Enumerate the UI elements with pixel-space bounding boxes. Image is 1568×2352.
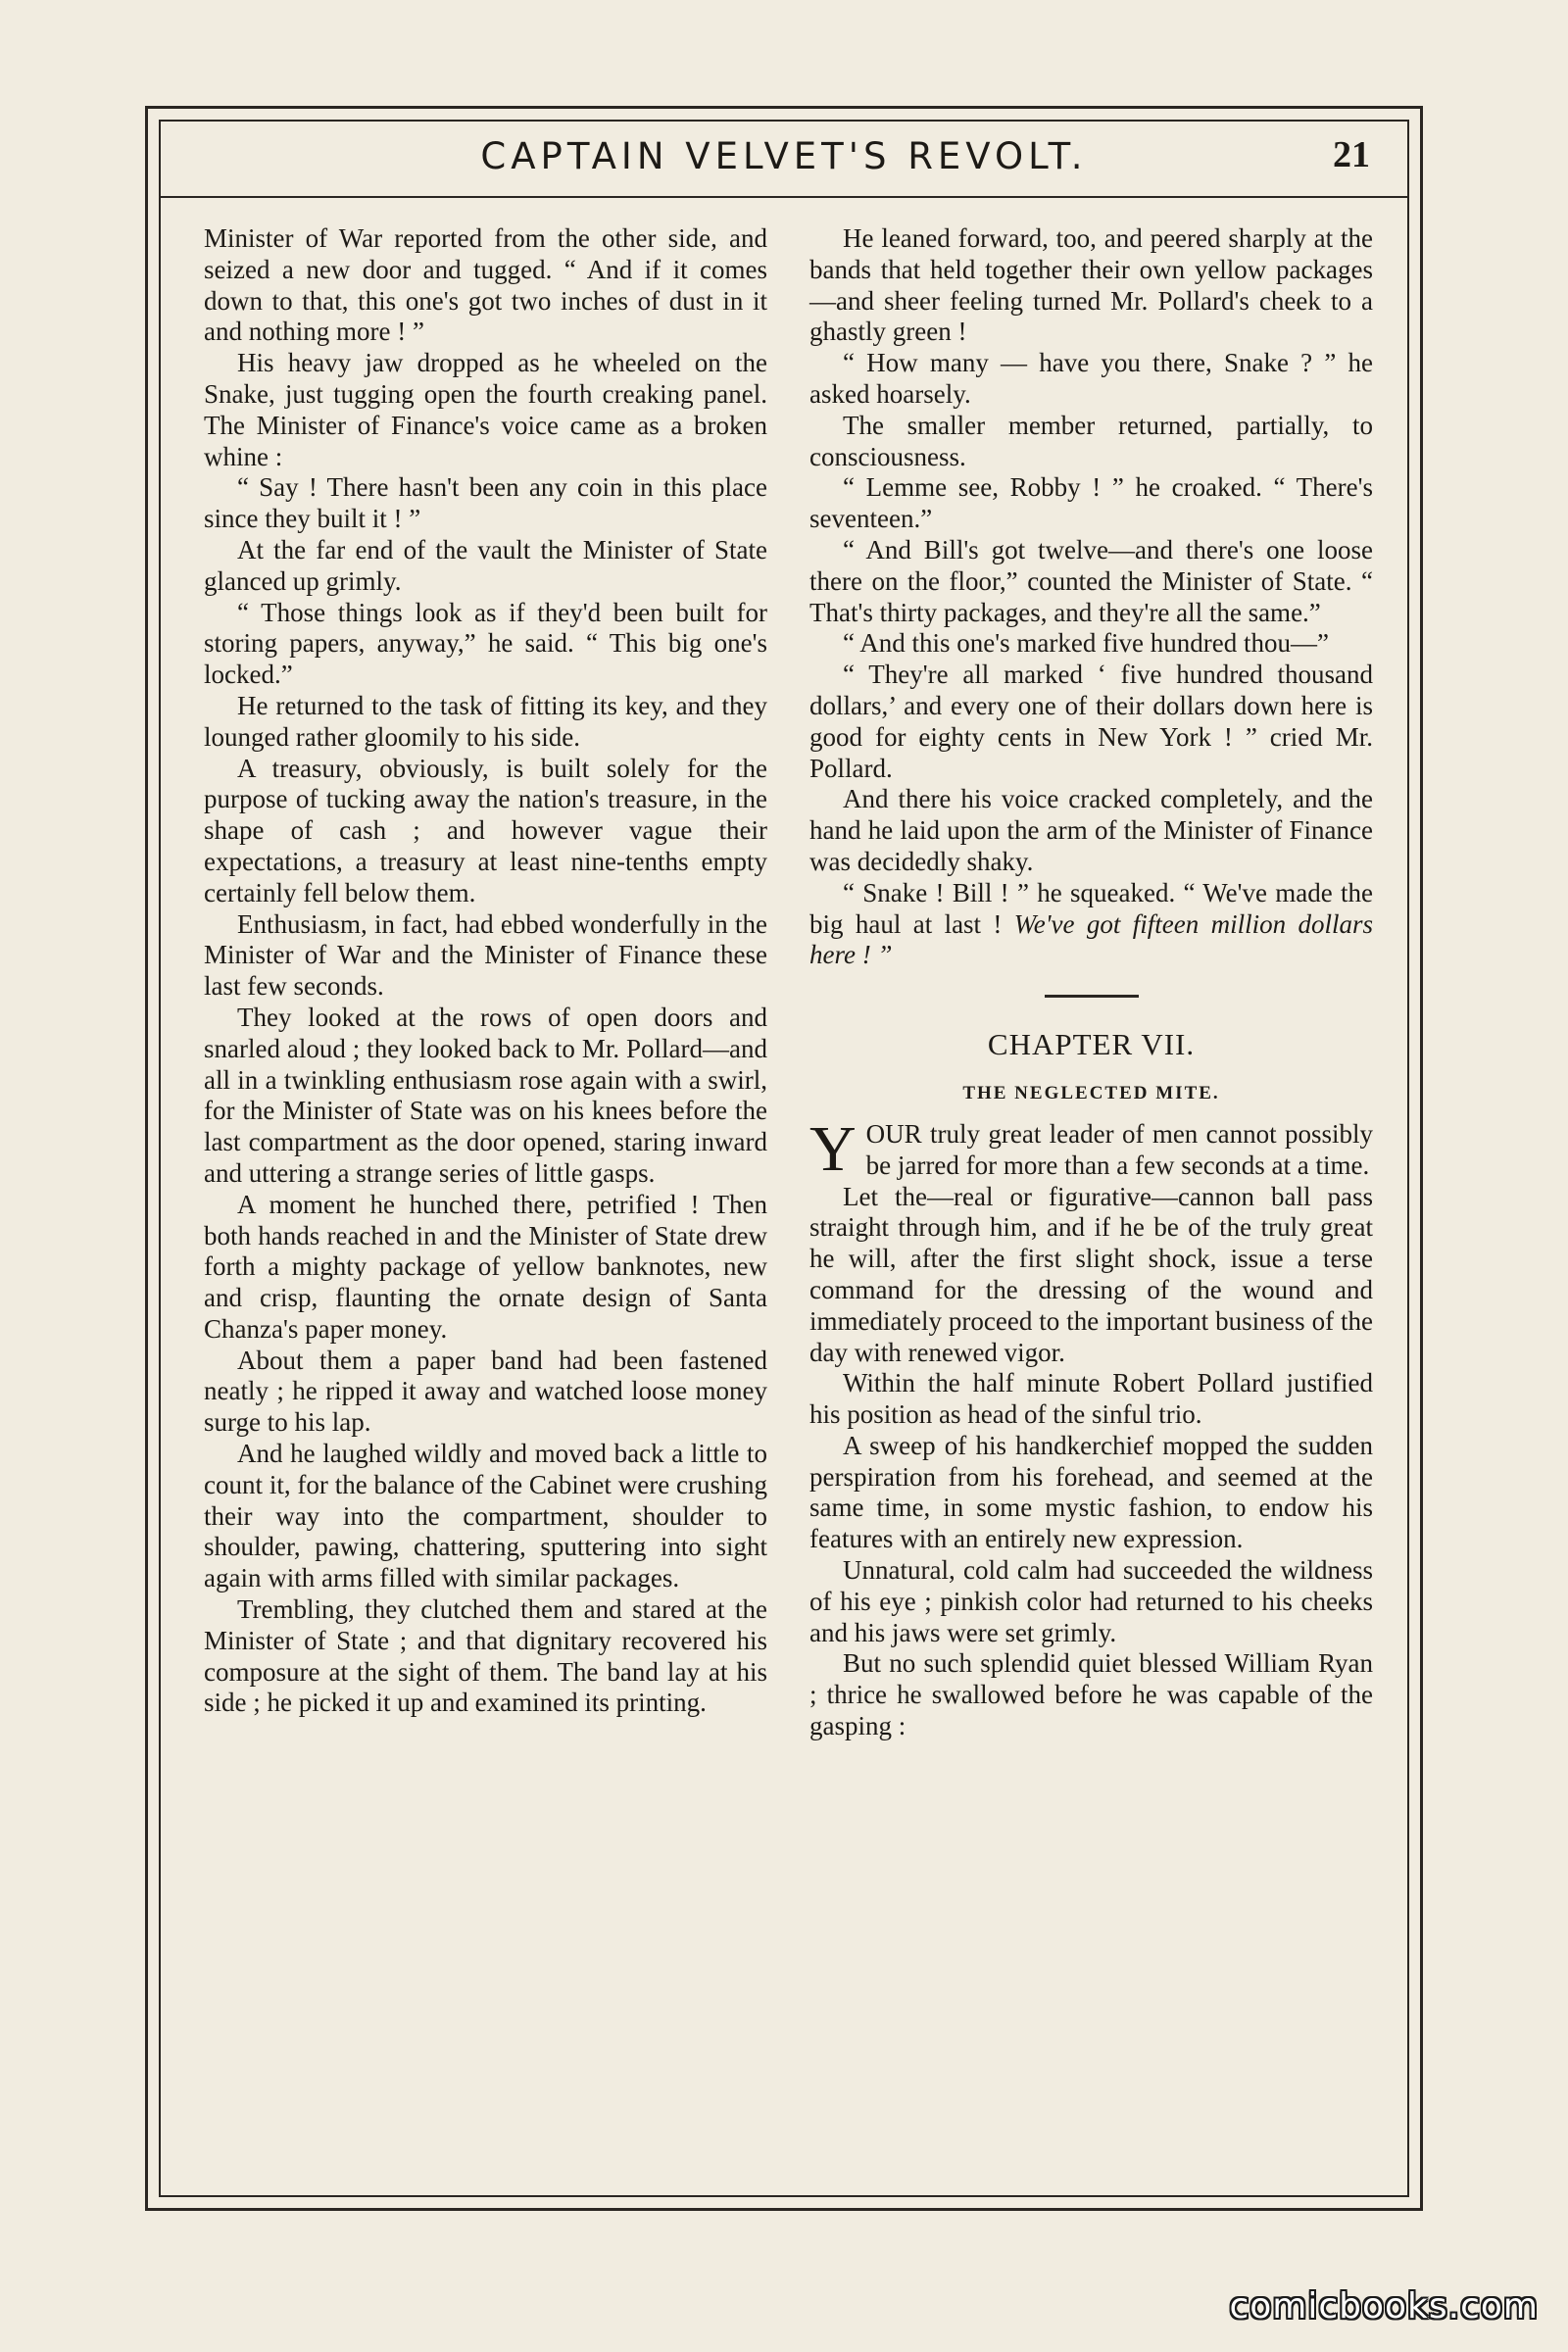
paragraph: The smaller member returned, partially, to consciousness.	[809, 410, 1373, 471]
page-number: 21	[1333, 134, 1370, 175]
chapter-opening-paragraph	[809, 1112, 1373, 1185]
left-column	[204, 223, 767, 1719]
paragraph: Let the—real or figurative—cannon ball pass straight through him, and if he be of the truly great he will, after the first slight shock, issue a terse command for the dressing of the wound and immediately proceed to the important business of the day with renewed vigor.	[809, 1181, 1373, 1367]
paragraph: “ Lemme see, Robby ! ” he croaked. “ There's seventeen.”	[809, 472, 1373, 534]
paragraph: But no such splendid quiet blessed William Ryan ; thrice he swallowed before he was capable of the gasping :	[809, 1648, 1373, 1741]
paragraph: A treasury, obviously, is built solely for the purpose of tucking away the nation's treasure, in the shape of cash ; and however vague their expectations, a treasury at least nine-tenths empty certainly fell below them.	[204, 753, 767, 907]
chapter-title: CHAPTER VII.	[987, 1027, 1196, 1062]
chapter-subtitle: THE NEGLECTED MITE.	[962, 1083, 1220, 1104]
paragraph: He leaned forward, too, and peered sharply at the bands that held together their own yellow packages—and sheer feeling turned Mr. Pollard's cheek to a ghastly green !	[809, 223, 1373, 347]
paragraph: “ Say ! There hasn't been any coin in this place since they built it ! ”	[204, 472, 767, 534]
paragraph: Enthusiasm, in fact, had ebbed wonderfully in the Minister of War and the Minister of Finance these last few seconds.	[204, 908, 767, 1002]
paragraph: Minister of War reported from the other side, and seized a new door and tugged. “ And if it comes down to that, this one's got two inches of dust in it and nothing more ! ”	[204, 223, 767, 347]
paragraph: They looked at the rows of open doors and snarled aloud ; they looked back to Mr. Pollard—and all in a twinkling enthusiasm rose again with a swirl, for the Minister of State was on his knees before the last compartment as the door opened, staring inward and uttering a strange series of little gasps.	[204, 1002, 767, 1188]
paragraph: He returned to the task of fitting its key, and they lounged rather gloomily to his side.	[204, 690, 767, 752]
exclamation-paragraph	[809, 878, 1373, 971]
paragraph: His heavy jaw dropped as he wheeled on the Snake, just tugging open the fourth creaking panel. The Minister of Finance's voice came as a broken whine :	[204, 348, 767, 471]
paragraph: A sweep of his handkerchief mopped the sudden perspiration from his forehead, and seemed at the same time, in some mystic fashion, to endow his features with an entirely new expression.	[809, 1430, 1373, 1554]
paragraph: “ And this one's marked five hundred thou—”	[843, 628, 1330, 659]
paragraph: A moment he hunched there, petrified ! Then both hands reached in and the Minister of State drew forth a mighty package of yellow banknotes, new and crisp, flaunting the ornate design of Santa Chanza's paper money.	[204, 1189, 767, 1344]
opening-text: OUR truly great leader of men cannot possibly be jarred for more than a few seconds at a time.	[865, 1118, 1373, 1180]
paragraph: “ And Bill's got twelve—and there's one loose there on the floor,” counted the Minister of State. “ That's thirty packages, and they're all the same.”	[809, 534, 1373, 627]
drop-cap: Y	[809, 1112, 857, 1185]
paragraph: Trembling, they clutched them and stared at the Minister of State ; and that dignitary recovered his composure at the sight of them. The band lay at his side ; he picked it up and examined its printing.	[204, 1594, 767, 1718]
paragraph: About them a paper band had been fastened neatly ; he ripped it away and watched loose money surge to his lap.	[204, 1345, 767, 1438]
running-title: CAPTAIN VELVET'S REVOLT.	[480, 135, 1088, 177]
running-header	[159, 120, 1409, 198]
section-rule	[1045, 995, 1139, 998]
paragraph: Unnatural, cold calm had succeeded the wildness of his eye ; pinkish color had returned to his cheeks and his jaws were set grimly.	[809, 1555, 1373, 1647]
paragraph: “ They're all marked ‘ five hundred thousand dollars,’ and every one of their dollars down here is good for eighty cents in New York ! ” cried Mr. Pollard.	[809, 660, 1373, 783]
exclamation-italic: We've got fifteen million dollars here ! ”	[809, 908, 1373, 970]
paragraph: “ How many — have you there, Snake ? ” he asked hoarsely.	[809, 348, 1373, 409]
paragraph: At the far end of the vault the Minister of State glanced up grimly.	[204, 534, 767, 596]
watermark: comicbooks.com	[1229, 2286, 1539, 2327]
paragraph: “ Those things look as if they'd been built for storing papers, anyway,” he said. “ This big one's locked.”	[204, 597, 767, 690]
paragraph: Within the half minute Robert Pollard justified his position as head of the sinful trio.	[809, 1368, 1373, 1430]
paragraph: And he laughed wildly and moved back a little to count it, for the balance of the Cabinet were crushing their way into the compartment, shoulder to shoulder, pawing, chattering, sputtering into sight again with arms filled with similar packages.	[204, 1439, 767, 1593]
right-column	[809, 223, 1373, 1742]
exclamation-lead: “ Snake ! Bill ! ” he squeaked. “ We've made the big haul at last !	[809, 877, 1373, 939]
paragraph: And there his voice cracked completely, and the hand he laid upon the arm of the Minister of Finance was decidedly shaky.	[809, 784, 1373, 876]
